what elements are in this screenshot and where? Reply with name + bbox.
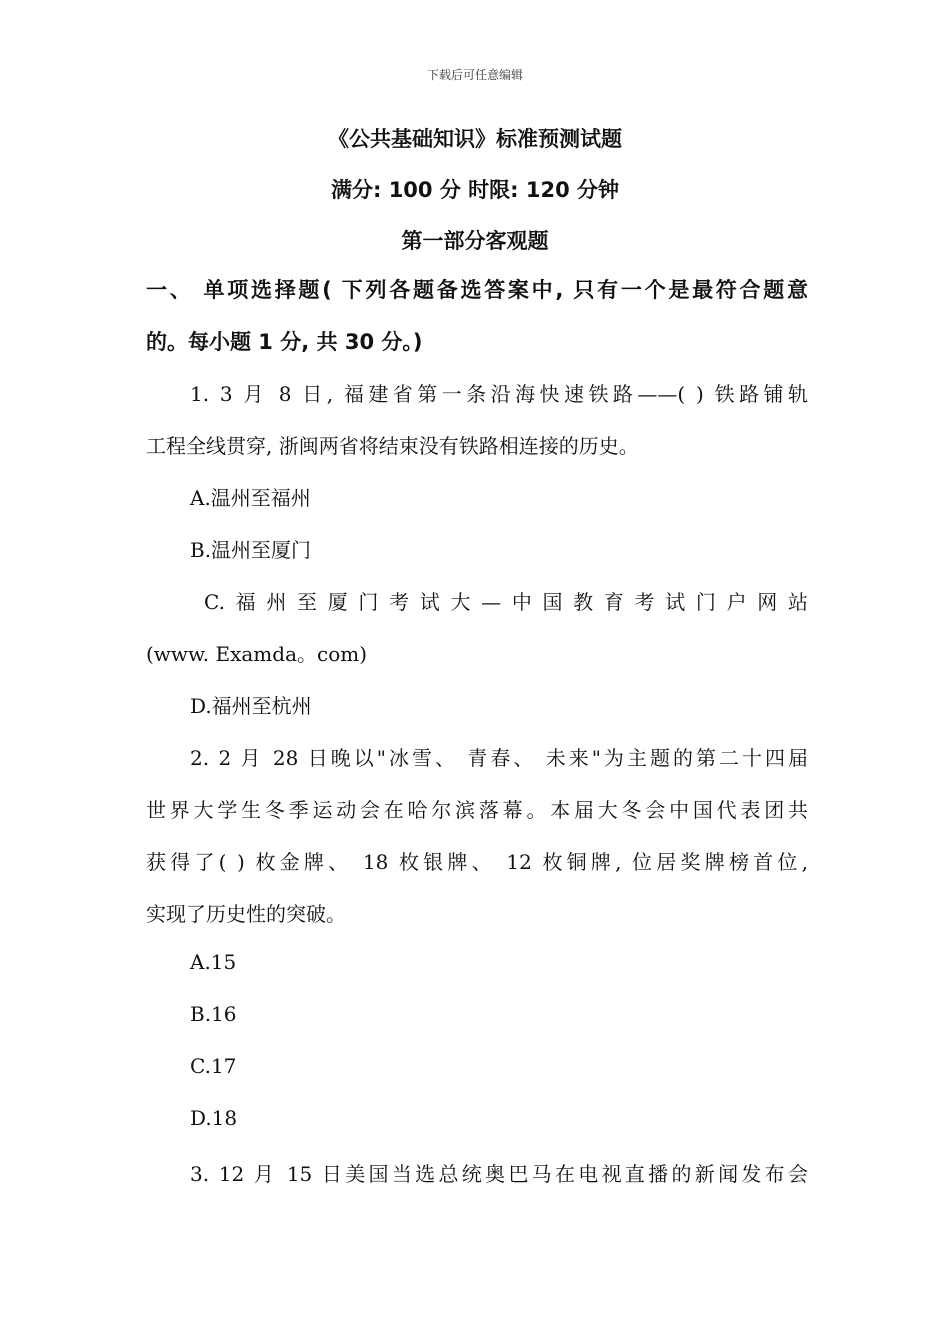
document-title: 《公共基础知识》标准预测试题 [328,127,622,151]
question-2-option-a: A.15 [190,950,237,974]
question-3-stem-line-1: 3. 12 月 15 日美国当选总统奥巴马在电视直播的新闻发布会 [190,1162,808,1186]
question-1-option-a: A.温州至福州 [190,486,311,510]
question-2-stem-line-1: 2. 2 月 28 日晚以"冰雪、 青春、 未来"为主题的第二十四届 [190,746,808,770]
header-note: 下载后可任意编辑 [426,68,523,82]
question-1-option-b: B.温州至厦门 [190,538,312,562]
question-2-option-c: C.17 [190,1054,237,1078]
question-2-stem-line-4: 实现了历史性的突破。 [146,902,346,926]
section-heading-line-2: 的。每小题 1 分, 共 30 分。) [146,330,423,354]
part-heading: 第一部分客观题 [401,229,549,253]
question-1-stem-line-2: 工程全线贯穿, 浙闽两省将结束没有铁路相连接的历史。 [146,434,639,458]
question-1-option-d: D.福州至杭州 [190,694,312,718]
question-1-stem-line-1: 1. 3 月 8 日, 福建省第一条沿海快速铁路——( ) 铁路铺轨 [190,382,808,406]
question-1-option-c-continued: (www. Examda。com) [146,642,368,666]
section-heading-line-1: 一、 单项选择题( 下列各题备选答案中, 只有一个是最符合题意 [146,278,808,302]
question-2-option-d: D.18 [190,1106,238,1130]
question-1-option-c: C.福州至厦门考试大—中国教育考试门户网站 [204,590,808,614]
question-2-option-b: B.16 [190,1002,237,1026]
question-2-stem-line-2: 世界大学生冬季运动会在哈尔滨落幕。本届大冬会中国代表团共 [146,798,808,822]
exam-info: 满分: 100 分 时限: 120 分钟 [330,178,620,202]
question-2-stem-line-3: 获得了( ) 枚金牌、 18 枚银牌、 12 枚铜牌, 位居奖牌榜首位, [146,850,808,874]
